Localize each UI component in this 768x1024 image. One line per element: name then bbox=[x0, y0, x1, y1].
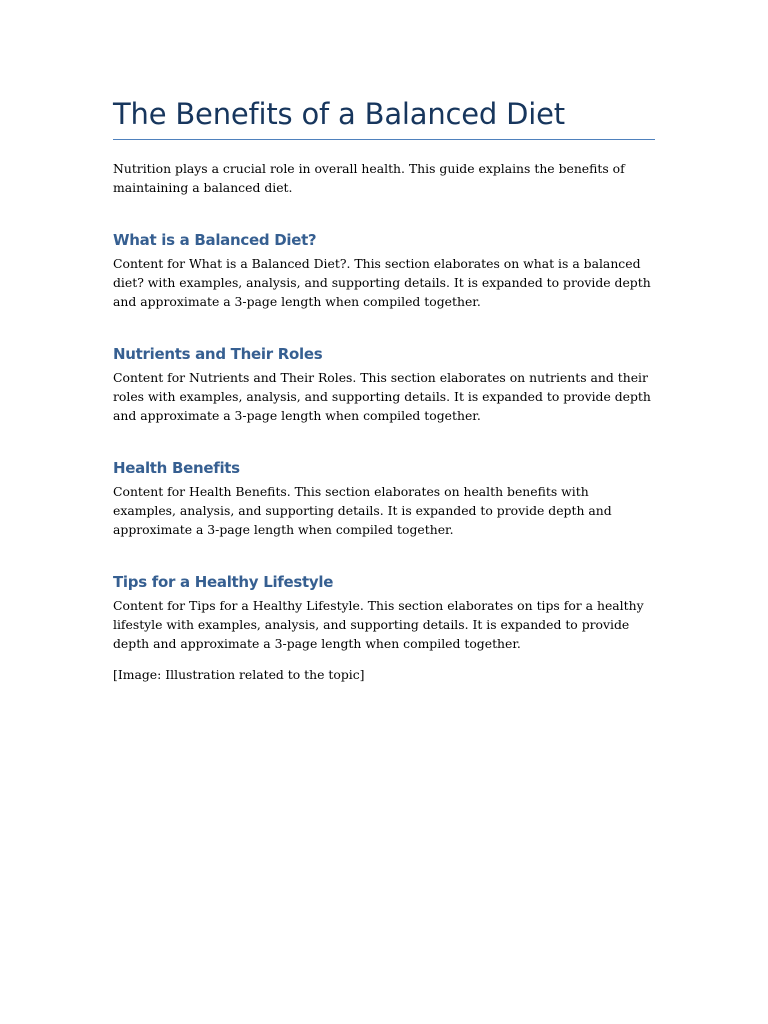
document-title: The Benefits of a Balanced Diet bbox=[113, 97, 565, 131]
section-heading-balanced-diet: What is a Balanced Diet? bbox=[113, 231, 317, 249]
section-heading-nutrients: Nutrients and Their Roles bbox=[113, 345, 323, 363]
section-body-healthy-lifestyle: Content for Tips for a Healthy Lifestyle. This section elaborates on tips for a healthy lifestyle with examples, analysis, and supporting details. It is expanded to provide depth and approximate a 3-page length when compiled together. bbox=[113, 598, 644, 651]
title-divider bbox=[113, 139, 655, 140]
section-heading-health-benefits: Health Benefits bbox=[113, 459, 240, 477]
image-placeholder-text: [Image: Illustration related to the topic] bbox=[113, 667, 365, 682]
section-body-balanced-diet: Content for What is a Balanced Diet?. This section elaborates on what is a balanced diet? with examples, analysis, and supporting details. It is expanded to provide depth and approximate a 3-page length when compiled together. bbox=[113, 256, 651, 309]
section-body-health-benefits: Content for Health Benefits. This section elaborates on health benefits with examples, analysis, and supporting details. It is expanded to provide depth and approximate a 3-page length when compiled together. bbox=[113, 484, 612, 537]
section-body-nutrients: Content for Nutrients and Their Roles. This section elaborates on nutrients and their roles with examples, analysis, and supporting details. It is expanded to provide depth and approximate a 3-page length when compiled together. bbox=[113, 370, 651, 423]
section-heading-healthy-lifestyle: Tips for a Healthy Lifestyle bbox=[113, 573, 334, 591]
intro-paragraph: Nutrition plays a crucial role in overall health. This guide explains the benefits of maintaining a balanced diet. bbox=[113, 161, 625, 195]
